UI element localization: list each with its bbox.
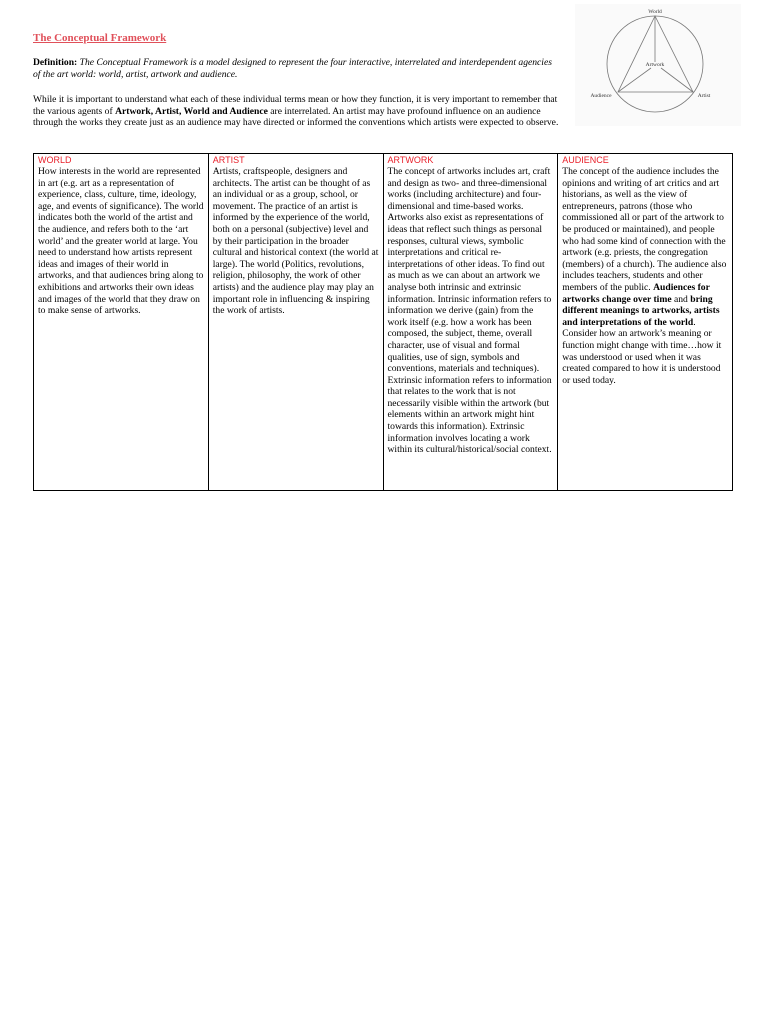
conceptual-framework-diagram: [575, 4, 741, 126]
artwork-heading: ARTWORK: [387, 155, 434, 165]
intro-paragraph: [33, 94, 568, 129]
artist-cell: [208, 154, 383, 491]
audience-bold-1: Audiences for artworks change over time: [562, 281, 710, 305]
definition-paragraph: [33, 57, 553, 81]
framework-table: [33, 153, 733, 491]
diagram-label-artwork: Artwork: [645, 62, 665, 68]
audience-text-3: . Consider how an artwork’s meaning or function might change with time…how it was understood or used when it was created compared to how it is understood or used today.: [562, 316, 722, 386]
audience-bold-2: bring different meanings to artworks, artists and interpretations of the world: [562, 293, 720, 328]
audience-heading: AUDIENCE: [562, 155, 609, 165]
artist-heading: ARTIST: [212, 155, 245, 165]
world-heading: WORLD: [38, 155, 72, 165]
audience-text: [562, 166, 726, 386]
intro-bold: Artwork, Artist, World and Audience: [115, 105, 268, 117]
definition-text-2: is a model designed to represent the four interactive, interrelated and interdependent agencies of the art world: world, artist, artwork and audience.: [33, 57, 552, 80]
artwork-cell: [383, 154, 558, 491]
definition-text-1: The Conceptual Framework: [79, 57, 188, 68]
artwork-text: The concept of artworks includes art, craft and design as two- and three-dimensional works (including architecture) and four-dimensional and time-based works. Artworks also exist as representations of ideas that reflect such things as personal responses, cultural views, symbolic interpretations and critical re-interpretations of other ideas. To find out as much as we can about an artwork we analyse both intrinsic and extrinsic information. Intrinsic information refers to information we derive (gain) from the work itself (e.g. how a work has been composed, the subject, theme, overall character, use of visual and formal qualities, use of sign, symbols and conventions, materials and techniques). Extrinsic information refers to information that relates to the work that is not necessarily visible within the artwork (but elements within an artwork might hint towards this information). Extrinsic information involves locating a work within its cultural/historical/social context.: [387, 166, 552, 456]
page-title: The Conceptual Framework: [33, 32, 167, 44]
world-text: How interests in the world are represented in art (e.g. art as a representation of experience, class, culture, time, ideology, age, and events of significance). The world indicates both the world of the artist and the audience, and refers both to the ‘art world’ and the greater world at large. You need to understand how artists represent ideas and images of their world in artworks, and that audiences bring along to exhibitions and artworks their own ideas and images of the world that they draw on to make sense of artworks.: [38, 166, 204, 317]
world-cell: [34, 154, 209, 491]
definition-label: Definition:: [33, 57, 78, 68]
diagram-label-world: World: [648, 9, 662, 15]
audience-cell: [558, 154, 733, 491]
intro-text-1: While it is important to understand what each of these individual terms mean or how they function, it is very important to remember that the various agents of: [33, 94, 558, 117]
diagram-label-artist: Artist: [697, 93, 711, 99]
diagram-label-audience: Audience: [590, 93, 612, 99]
audience-text-1: The concept of the audience includes the opinions and writing of art critics and art historians, as well as the view of entrepreneurs, patrons (those who commissioned all or part of the artwork to be produced or maintained), and people who had some kind of connection with the artwork (e.g. priests, the congregation (members) of a church). The audience also includes teachers, students and other members of the public.: [562, 166, 727, 293]
framework-row: [34, 154, 733, 491]
artist-text: Artists, craftspeople, designers and architects. The artist can be thought of as an individual or as a group, school, or movement. The practice of an artist is informed by the experience of the world, both on a personal (subjective) level and by their participation in the broader cultural and historical context (the world at large). The world (Politics, revolutions, religion, philosophy, the work of other artists) and the audience play may play an important role in influencing & inspiring the work of artists.: [212, 166, 379, 317]
intro-text-2: are interrelated. An artist may have profound influence on an audience through the works they create just as an audience may have directed or informed the conventions which artists were expected to observe.: [33, 105, 559, 128]
audience-text-2: and: [671, 293, 691, 305]
